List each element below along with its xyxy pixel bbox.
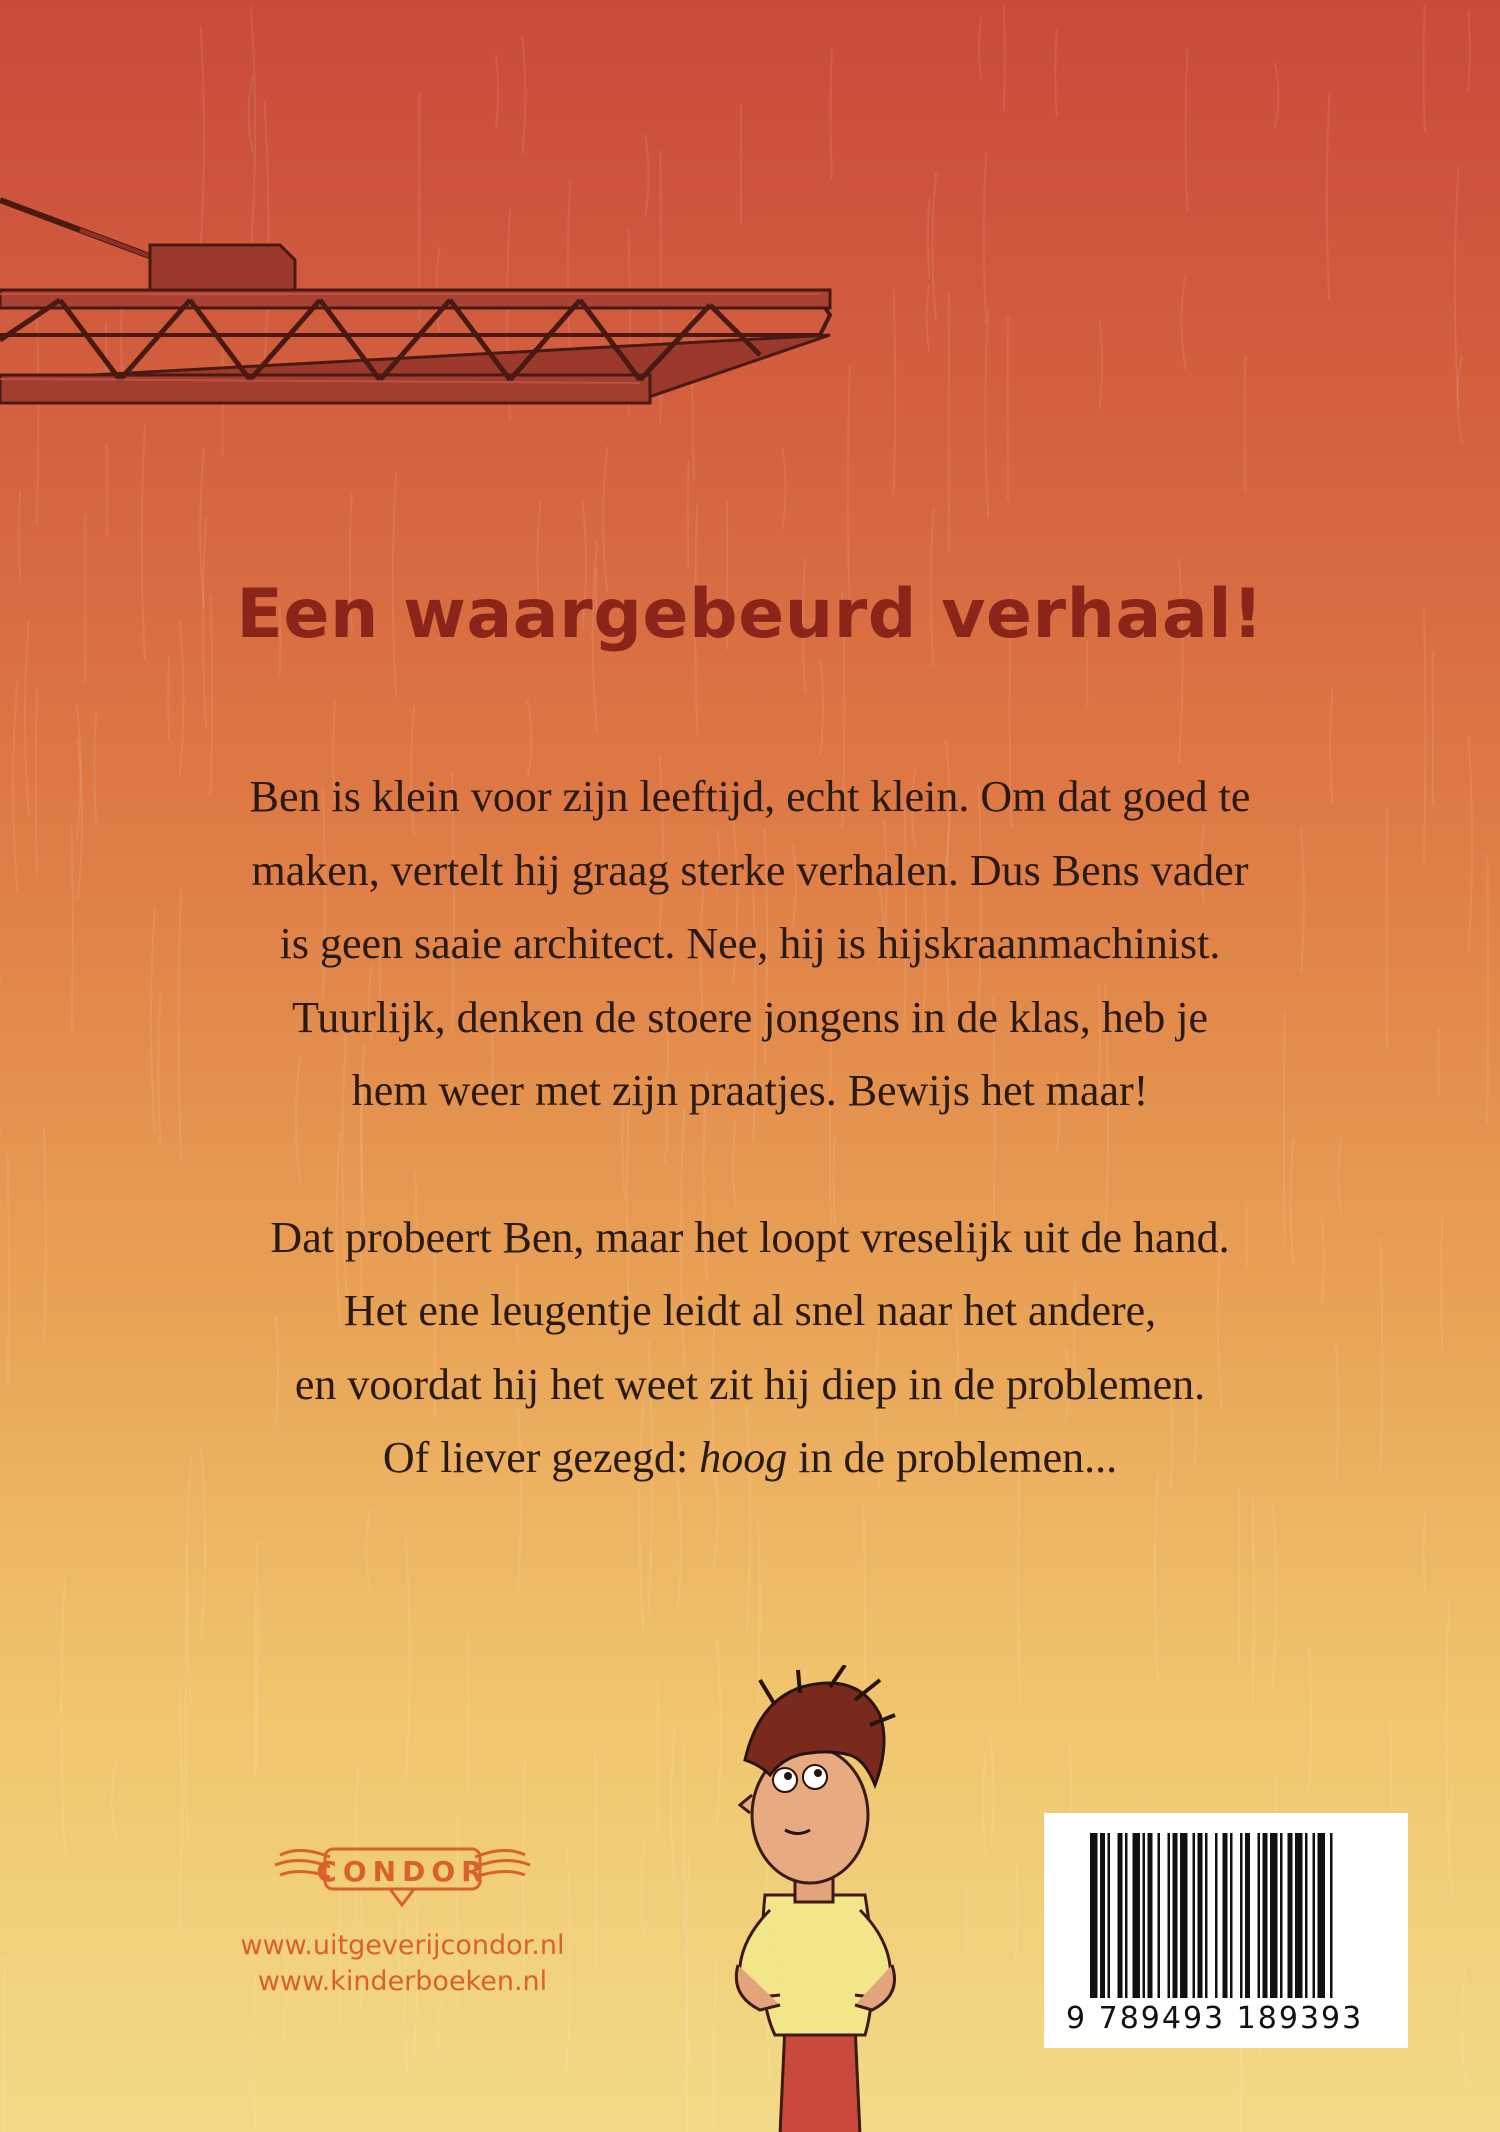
- cover-headline: Een waargebeurd verhaal!: [236, 575, 1264, 654]
- texture-stroke: [1099, 320, 1102, 409]
- texture-stroke: [44, 1128, 46, 1343]
- barcode-bar: [1215, 1833, 1218, 1998]
- texture-stroke: [1424, 1512, 1426, 1593]
- barcode-bar: [1090, 1833, 1098, 1998]
- barcode-bar: [1245, 1833, 1250, 1998]
- texture-stroke: [1309, 1647, 1312, 1791]
- barcode-bar: [1295, 1833, 1303, 1998]
- texture-stroke: [1441, 1218, 1442, 1351]
- texture-stroke: [1386, 807, 1387, 1048]
- barcode-bar: [1118, 1833, 1123, 1998]
- texture-stroke: [36, 688, 37, 876]
- texture-stroke: [1004, 6, 1005, 111]
- barcode-bar: [1173, 1833, 1178, 1998]
- blurb-paragraph-2: [150, 1201, 1350, 1495]
- texture-stroke: [1458, 355, 1462, 442]
- barcode-bar: [1263, 1833, 1268, 1998]
- texture-stroke: [932, 173, 936, 322]
- texture-stroke: [927, 285, 930, 351]
- barcode-bar: [1223, 1833, 1228, 1998]
- condor-logo: [270, 1835, 535, 1915]
- texture-stroke: [1273, 1502, 1277, 1687]
- barcode-bar: [1100, 1833, 1105, 1998]
- blurb-line: Tuurlijk, denken de stoere jongens in de klas, heb je: [291, 992, 1209, 1042]
- texture-stroke: [1181, 273, 1185, 369]
- texture-stroke: [984, 153, 986, 323]
- texture-stroke: [1327, 94, 1330, 301]
- last-line-emphasis: hoog: [699, 1433, 788, 1482]
- texture-stroke: [179, 1690, 182, 1928]
- barcode-bar: [1108, 1833, 1111, 1998]
- texture-stroke: [983, 1748, 986, 1856]
- blurb-line: en voordat hij het weet zit hij diep in de problemen.: [294, 1359, 1206, 1409]
- texture-stroke: [76, 704, 80, 840]
- texture-stroke: [1186, 49, 1188, 212]
- texture-stroke: [1462, 1967, 1466, 2085]
- texture-stroke: [985, 308, 988, 517]
- barcode-bar: [1288, 1833, 1293, 1998]
- barcode-bar: [1280, 1833, 1283, 1998]
- blurb-paragraph-1: [150, 760, 1350, 1128]
- texture-stroke: [249, 75, 253, 153]
- texture-stroke: [893, 287, 895, 497]
- texture-stroke: [688, 460, 689, 570]
- texture-stroke: [990, 1739, 993, 1850]
- last-line-suffix: in de problemen...: [787, 1433, 1118, 1482]
- texture-stroke: [979, 15, 982, 79]
- texture-stroke: [1455, 166, 1459, 408]
- barcode-bar: [1305, 1833, 1308, 1998]
- texture-stroke: [406, 1533, 410, 1782]
- blurb-line: Dat probeert Ben, maar het loopt vreselijk uit de hand.: [270, 1212, 1230, 1262]
- texture-stroke: [1155, 1473, 1158, 1685]
- isbn-digits: 9 789493 189393: [1066, 2001, 1364, 2036]
- blurb-line: Het ene leugentje leidt al snel naar het andere,: [343, 1286, 1157, 1335]
- texture-stroke: [1055, 29, 1057, 118]
- texture-stroke: [255, 1592, 256, 1778]
- texture-stroke: [19, 491, 21, 578]
- publisher-urls: [200, 1928, 605, 2000]
- texture-stroke: [928, 199, 930, 278]
- texture-stroke: [1447, 1597, 1449, 1862]
- barcode-bar: [1270, 1833, 1278, 1998]
- texture-stroke: [437, 1997, 441, 2060]
- barcode-bar: [1258, 1833, 1261, 1998]
- logo-text: CONDOR: [316, 1855, 489, 1888]
- blurb-line: Ben is klein voor zijn leeftijd, echt klein. Om dat goed te: [249, 772, 1251, 821]
- texture-stroke: [831, 48, 832, 179]
- barcode-bar: [1148, 1833, 1153, 1998]
- texture-stroke: [658, 1677, 659, 1836]
- barcode-bar: [1330, 1833, 1333, 1998]
- texture-stroke: [13, 680, 17, 893]
- texture-stroke: [1468, 734, 1472, 953]
- texture-stroke: [366, 1509, 370, 1592]
- blurb-line: is geen saaie architect. Nee, hij is hijskraanmachinist.: [279, 919, 1221, 968]
- texture-stroke: [1469, 10, 1470, 91]
- texture-stroke: [1380, 1238, 1382, 1472]
- texture-stroke: [821, 661, 823, 755]
- barcode-bar: [1143, 1833, 1146, 1998]
- texture-stroke: [671, 1728, 675, 1885]
- texture-stroke: [641, 1841, 644, 1938]
- texture-stroke: [1438, 1029, 1439, 1097]
- texture-stroke: [8, 1155, 9, 1384]
- texture-stroke: [1015, 1859, 1017, 1960]
- publisher-url: www.kinderboeken.nl: [257, 1966, 548, 1997]
- barcode-bar: [1205, 1833, 1208, 1998]
- boy-character-illustration: [690, 1665, 940, 2132]
- isbn-barcode: [1044, 1813, 1408, 2048]
- barcode-bars: [1090, 1833, 1390, 1998]
- barcode-bar: [1168, 1833, 1171, 1998]
- texture-stroke: [1245, 357, 1246, 493]
- texture-stroke: [677, 1478, 681, 1612]
- texture-stroke: [3, 1957, 5, 2132]
- barcode-bar: [1313, 1833, 1316, 1998]
- texture-stroke: [1449, 1787, 1452, 1897]
- blurb-line: maken, vertelt hij graag sterke verhalen. Dus Bens vader: [251, 845, 1249, 895]
- texture-stroke: [1487, 854, 1488, 1123]
- cover-blurb: [150, 760, 1350, 1495]
- blurb-line: hem weer met zijn praatjes. Bewijs het maar!: [351, 1066, 1149, 1115]
- texture-stroke: [71, 825, 72, 1035]
- texture-stroke: [112, 1762, 116, 1840]
- texture-stroke: [1423, 4, 1425, 133]
- texture-stroke: [1253, 1494, 1254, 1705]
- texture-stroke: [965, 1878, 966, 1958]
- texture-stroke: [94, 711, 96, 822]
- barcode-bar: [1198, 1833, 1203, 1998]
- barcode-bar: [1125, 1833, 1128, 1998]
- texture-stroke: [496, 55, 498, 128]
- publisher-url: www.uitgeverijcondor.nl: [240, 1930, 565, 1961]
- barcode-bar: [1240, 1833, 1243, 1998]
- barcode-bar: [1158, 1833, 1161, 1998]
- barcode-bar: [1133, 1833, 1141, 1998]
- barcode-bar: [1180, 1833, 1188, 1998]
- blurb-last-line: [150, 1421, 1350, 1495]
- texture-stroke: [1275, 62, 1279, 129]
- texture-stroke: [168, 656, 169, 738]
- barcode-bar: [1318, 1833, 1326, 1998]
- last-line-prefix: Of liever gezegd:: [382, 1433, 700, 1482]
- barcode-bar: [1193, 1833, 1196, 1998]
- crane-jib-illustration: [0, 190, 850, 470]
- barcode-bar: [1230, 1833, 1233, 1998]
- texture-stroke: [522, 37, 525, 154]
- texture-stroke: [61, 1575, 64, 1853]
